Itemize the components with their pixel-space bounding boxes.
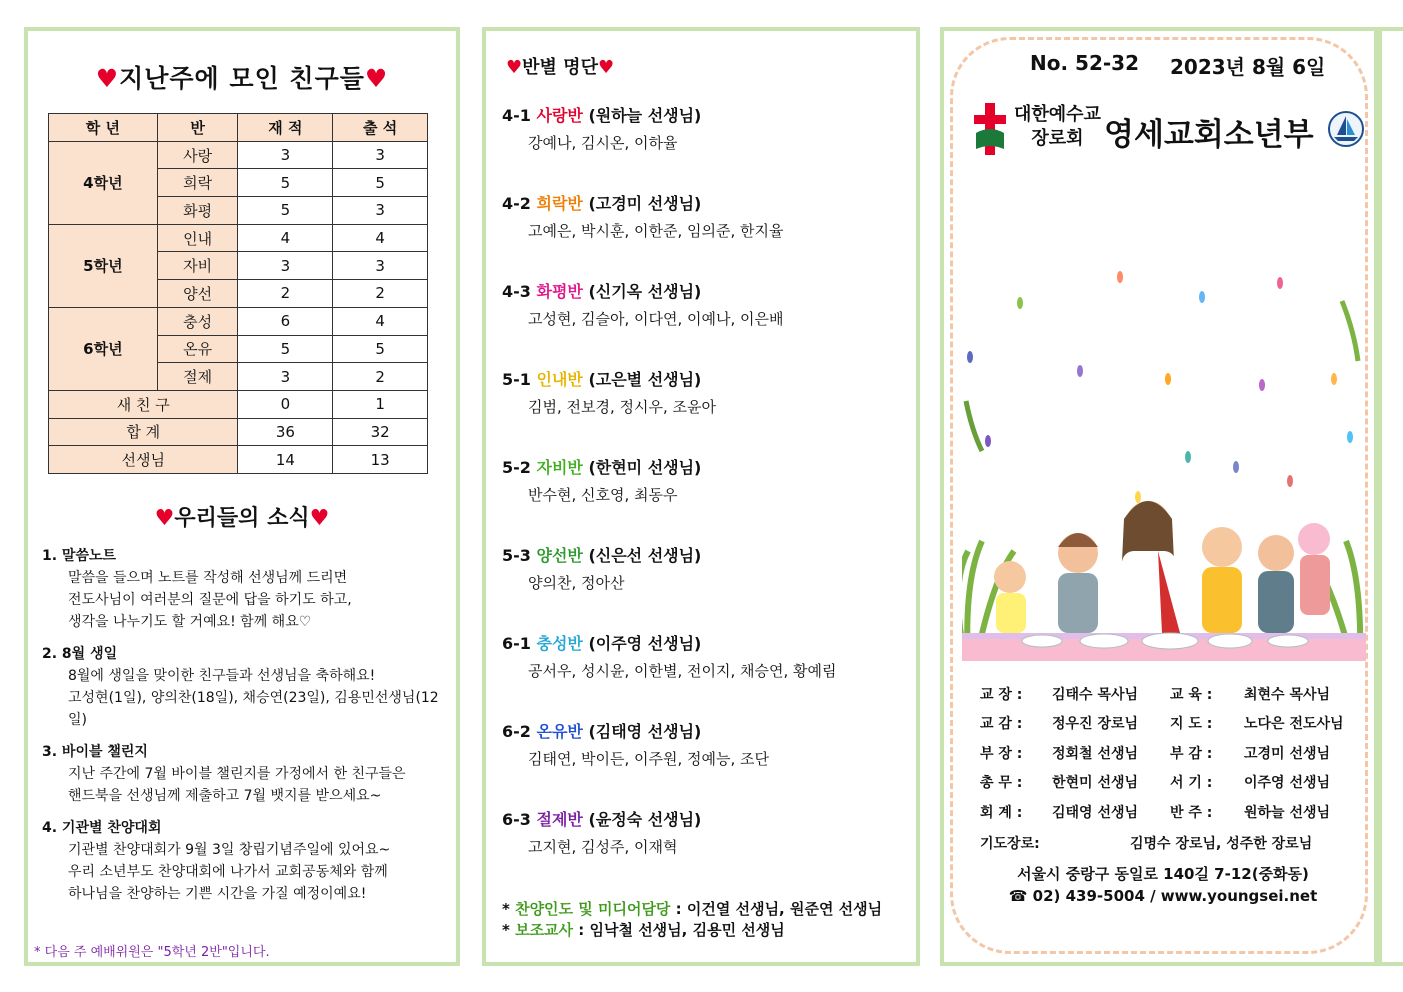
news-item — [42, 643, 452, 731]
table-header — [49, 114, 428, 142]
staff-list — [980, 679, 1360, 827]
class-entry — [502, 191, 902, 279]
church-address-block — [944, 863, 1382, 907]
class-entry — [502, 543, 902, 631]
attendance-table — [48, 113, 428, 474]
class-number: 5-3 — [502, 546, 531, 565]
heart-icon: ♥ — [309, 506, 330, 531]
enrolled-cell: 5 — [238, 197, 333, 225]
news-line: 우리 소년부도 찬양대회에 나가서 교회공동체와 함께 — [68, 864, 388, 880]
class-teacher: (이주영 선생님) — [588, 634, 702, 653]
staff-row: 부 장 : 정회철 선생님 부 감 : 고경미 선생님 — [980, 745, 1331, 762]
class-entry — [502, 631, 902, 719]
teacher-label: 선생님 — [49, 446, 238, 474]
class-cell: 사랑 — [157, 141, 238, 169]
attendance-title: ♥지난주에 모인 친구들♥ — [95, 64, 389, 93]
class-name: 자비반 — [536, 458, 583, 477]
table-row — [49, 307, 428, 335]
class-number: 4-3 — [502, 282, 531, 301]
class-cell: 온유 — [157, 335, 238, 363]
heart-icon: ♥ — [506, 57, 523, 78]
prayer-elder-label: 기도장로: — [980, 836, 1040, 852]
table-row — [49, 224, 428, 252]
class-students: 양의찬, 정아산 — [528, 574, 625, 592]
table-row — [49, 446, 428, 474]
class-teacher: (고경미 선생님) — [588, 194, 702, 213]
attended-cell: 3 — [333, 197, 428, 225]
enrolled-cell: 36 — [238, 418, 333, 446]
class-list — [502, 103, 902, 895]
cover-panel — [940, 27, 1378, 966]
enrolled-cell: 3 — [238, 363, 333, 391]
staff-row: 총 무 : 한현미 선생님 서 기 : 이주영 선생님 — [980, 775, 1331, 792]
issue-number: No. 52-32 — [1030, 51, 1140, 75]
attended-cell: 2 — [333, 280, 428, 308]
class-number: 6-2 — [502, 722, 531, 741]
heart-icon: ♥ — [364, 64, 389, 93]
class-teacher: (신은선 선생님) — [588, 546, 702, 565]
col-class: 반 — [157, 114, 238, 142]
col-grade: 학 년 — [49, 114, 158, 142]
class-number: 4-1 — [502, 106, 531, 125]
class-cell: 희락 — [157, 169, 238, 197]
note-line: * 찬양인도 및 미디어담당 : 이건열 선생님, 원준연 선생님 — [502, 900, 883, 918]
class-cell: 충성 — [157, 307, 238, 335]
enrolled-cell: 3 — [238, 252, 333, 280]
class-entry — [502, 367, 902, 455]
attended-cell: 32 — [333, 418, 428, 446]
class-entry — [502, 455, 902, 543]
enrolled-cell: 3 — [238, 141, 333, 169]
denomination: 대한예수교 장로회 — [1014, 104, 1101, 149]
class-teacher: (고은별 선생님) — [588, 370, 702, 389]
attended-cell: 1 — [333, 390, 428, 418]
enrolled-cell: 4 — [238, 224, 333, 252]
attended-cell: 2 — [333, 363, 428, 391]
class-number: 5-2 — [502, 458, 531, 477]
footnote: * 다음 주 예배위원은 "5학년 2반"입니다. — [34, 945, 270, 960]
class-students: 고성현, 김슬아, 이다연, 이예나, 이은배 — [528, 310, 784, 328]
roster-title: ♥반별 명단♥ — [506, 57, 615, 78]
new-friends-label: 새 친 구 — [49, 390, 238, 418]
news-heading: 1. 말씀노트 — [42, 548, 117, 564]
enrolled-cell: 2 — [238, 280, 333, 308]
class-name: 희락반 — [536, 194, 583, 213]
class-entry — [502, 719, 902, 807]
next-panel-edge — [1378, 27, 1403, 966]
class-students: 김범, 전보경, 정시우, 조윤아 — [528, 398, 716, 416]
youngsei-logo-icon — [1328, 111, 1364, 147]
news-line: 핸드북을 선생님께 제출하고 7월 뱃지를 받으세요~ — [68, 788, 382, 804]
class-cell: 화평 — [157, 197, 238, 225]
attended-cell: 3 — [333, 141, 428, 169]
class-name: 충성반 — [536, 634, 583, 653]
news-line: 하나님을 찬양하는 기쁜 시간을 가질 예정이예요! — [68, 886, 367, 902]
class-entry — [502, 103, 902, 191]
class-entry — [502, 807, 902, 895]
class-number: 4-2 — [502, 194, 531, 213]
class-teacher: (원하늘 선생님) — [588, 106, 702, 125]
attended-cell: 5 — [333, 335, 428, 363]
grade-cell: 4학년 — [49, 141, 158, 224]
attended-cell: 13 — [333, 446, 428, 474]
enrolled-cell: 5 — [238, 335, 333, 363]
class-name: 온유반 — [536, 722, 583, 741]
class-cell: 절제 — [157, 363, 238, 391]
issue-date: 2023년 8월 6일 — [1170, 55, 1326, 79]
class-name: 절제반 — [536, 810, 583, 829]
class-cell: 자비 — [157, 252, 238, 280]
heart-icon: ♥ — [597, 57, 615, 78]
class-students: 고지현, 김성주, 이재혁 — [528, 838, 678, 856]
class-roster-panel — [482, 27, 920, 966]
news-heading: 4. 기관별 찬양대회 — [42, 820, 162, 836]
news-list — [42, 545, 452, 915]
staff-notes — [502, 899, 882, 941]
class-students: 반수현, 신호영, 최동우 — [528, 486, 678, 504]
heart-icon: ♥ — [154, 506, 175, 531]
news-line: 8월에 생일을 맞이한 친구들과 선생님을 축하해요! — [68, 668, 376, 684]
news-item — [42, 741, 452, 807]
table-row — [49, 141, 428, 169]
attended-cell: 5 — [333, 169, 428, 197]
class-students: 고예은, 박시훈, 이한준, 임의준, 한지율 — [528, 222, 784, 240]
note-key: 찬양인도 및 미디어담당 — [515, 900, 671, 918]
grade-cell: 5학년 — [49, 224, 158, 307]
news-line: 지난 주간에 7월 바이블 챌린지를 가정에서 한 친구들은 — [68, 766, 406, 782]
note-line: * 보조교사 : 임낙철 선생님, 김용민 선생님 — [502, 921, 785, 939]
class-teacher: (신기옥 선생님) — [588, 282, 702, 301]
prayer-elder-names: 김명수 장로님, 성주한 장로님 — [1130, 836, 1313, 852]
news-line: 말씀을 들으며 노트를 작성해 선생님께 드리면 — [68, 570, 348, 586]
enrolled-cell: 0 — [238, 390, 333, 418]
class-cell: 양선 — [157, 280, 238, 308]
attended-cell: 4 — [333, 307, 428, 335]
class-students: 공서우, 성시윤, 이한별, 전이지, 채승연, 황예림 — [528, 662, 837, 680]
enrolled-cell: 6 — [238, 307, 333, 335]
staff-row: 교 감 : 정우진 장로님 지 도 : 노다은 전도사님 — [980, 716, 1344, 733]
enrolled-cell: 14 — [238, 446, 333, 474]
news-heading: 3. 바이블 챌린지 — [42, 744, 148, 760]
heart-icon: ♥ — [95, 64, 120, 93]
grade-cell: 6학년 — [49, 307, 158, 390]
class-students: 김태연, 박이든, 이주원, 정예능, 조단 — [528, 750, 770, 768]
class-entry — [502, 279, 902, 367]
enrolled-cell: 5 — [238, 169, 333, 197]
news-heading: 2. 8월 생일 — [42, 646, 118, 662]
note-key: 보조교사 — [515, 921, 574, 939]
class-name: 화평반 — [536, 282, 583, 301]
class-name: 인내반 — [536, 370, 583, 389]
attended-cell: 3 — [333, 252, 428, 280]
news-item — [42, 545, 452, 633]
news-line: 고성현(1일), 양의찬(18일), 채승연(23일), 김용민선생님(12일) — [68, 690, 439, 728]
table-row — [49, 390, 428, 418]
class-teacher: (한현미 선생님) — [588, 458, 702, 477]
news-line: 기관별 찬양대회가 9월 3일 창립기념주일에 있어요~ — [68, 842, 391, 858]
church-name: 영세교회소년부 — [1104, 117, 1314, 153]
class-number: 6-1 — [502, 634, 531, 653]
class-name: 양선반 — [536, 546, 583, 565]
news-item — [42, 817, 452, 905]
staff-row: 회 계 : 김태영 선생님 반 주 : 원하늘 선생님 — [980, 804, 1331, 821]
attendance-panel — [24, 27, 460, 966]
church-contact[interactable]: ☎ 02) 439-5004 / www.youngsei.net — [1008, 887, 1318, 905]
class-teacher: (김태영 선생님) — [588, 722, 702, 741]
class-students: 강예나, 김시온, 이하율 — [528, 134, 678, 152]
class-number: 6-3 — [502, 810, 531, 829]
church-address: 서울시 중랑구 동일로 140길 7-12(중화동) — [1017, 865, 1309, 883]
class-name: 사랑반 — [536, 106, 583, 125]
class-teacher: (윤정숙 선생님) — [588, 810, 702, 829]
attended-cell: 4 — [333, 224, 428, 252]
church-cross-logo — [972, 103, 1008, 155]
col-enrolled: 재 적 — [238, 114, 333, 142]
class-number: 5-1 — [502, 370, 531, 389]
col-attended: 출 석 — [333, 114, 428, 142]
table-row — [49, 418, 428, 446]
news-title: ♥우리들의 소식♥ — [154, 506, 330, 531]
class-cell: 인내 — [157, 224, 238, 252]
news-line: 생각을 나누기도 할 거예요! 함께 해요♡ — [68, 614, 312, 630]
news-line: 전도사님이 여러분의 질문에 답을 하기도 하고, — [68, 592, 352, 608]
note-value: 임낙철 선생님, 김용민 선생님 — [589, 921, 785, 939]
last-supper-illustration — [962, 261, 1366, 661]
staff-row: 교 장 : 김태수 목사님 교 육 : 최현수 목사님 — [980, 686, 1331, 703]
total-label: 합 계 — [49, 418, 238, 446]
note-value: 이건열 선생님, 원준연 선생님 — [686, 900, 883, 918]
